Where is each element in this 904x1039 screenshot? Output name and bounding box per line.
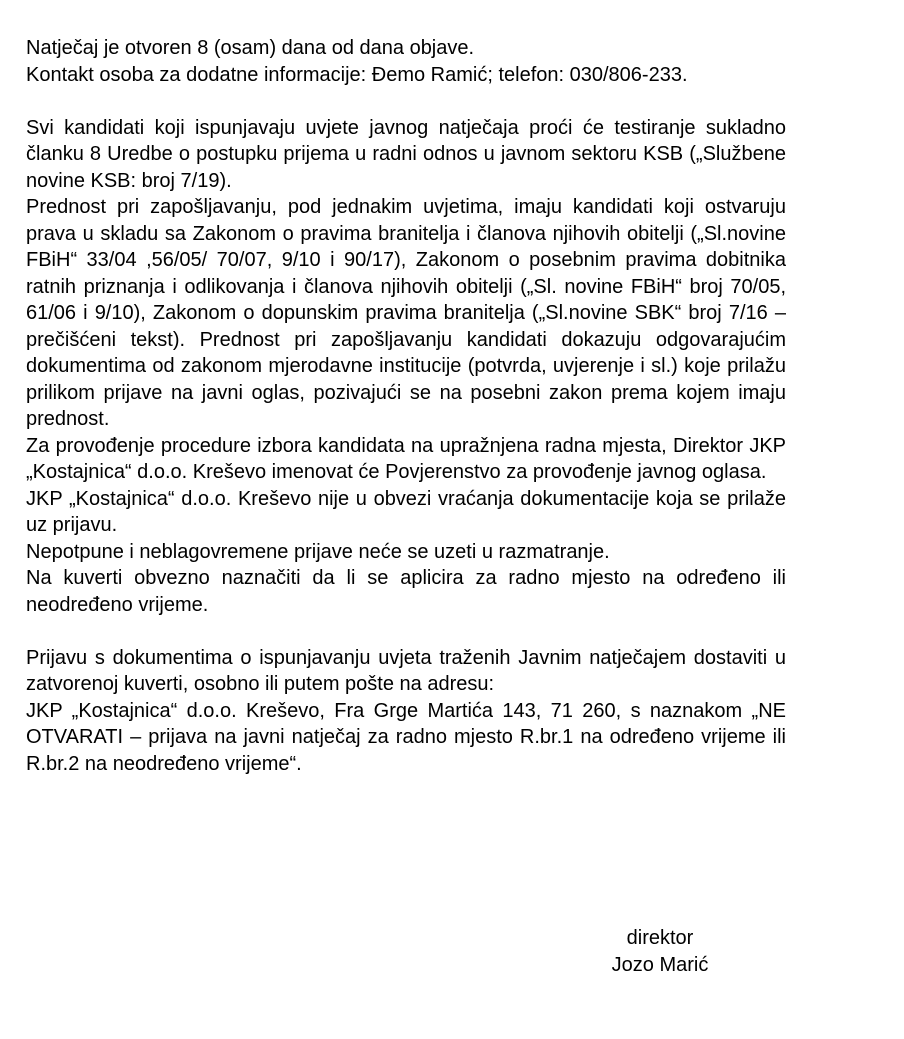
paragraph-commission: Za provođenje procedure izbora kandidata na upražnjena radna mjesta, Direktor JKP „Kostajnica“ d.o.o. Kreševo imenovat će Povjerenstvo za provođenje javnog oglasa. bbox=[26, 434, 786, 483]
paragraph-spacer bbox=[26, 618, 786, 645]
signature-name: Jozo Marić bbox=[611, 953, 709, 976]
document-body bbox=[26, 35, 786, 777]
paragraph-documentation: JKP „Kostajnica“ d.o.o. Kreševo nije u obvezi vraćanja dokumentacije koja se prilaže uz prijavu. bbox=[26, 487, 786, 536]
paragraph-priority: Prednost pri zapošljavanju, pod jednakim uvjetima, imaju kandidati koji ostvaruju prava u skladu sa Zakonom o pravima branitelja i članova njihovih obitelji („Sl.novine FBiH“ 33/04 ,56/05/ 70/07, 9/10 i 90/17), Zakonom o posebnim pravima dobitnika ratnih priznanja i odlikovanja i članova njihovih obitelji („Sl. novine FBiH“ broj 70/05, 61/06 i 9/10), Zakonom o dopunskim pravima branitelja („Sl.novine SBK“ broj 7/16 – prečišćeni tekst). Prednost pri zapošljavanju kandidati dokazuju odgovarajućim dokumentima od zakonom mjerodavne institucije (potvrda, uvjerenje i sl.) koje prilažu prilikom prijave na javni oglas, pozivajući se na posebni zakon prema kojem imaju prednost. bbox=[26, 196, 786, 430]
paragraph-contact: Kontakt osoba za dodatne informacije: Đemo Ramić; telefon: 030/806-233. bbox=[26, 63, 688, 86]
signature-title: direktor bbox=[626, 927, 694, 949]
paragraph-submission: Prijavu s dokumentima o ispunjavanju uvjeta traženih Javnim natječajem dostaviti u zatvorenoj kuverti, osobno ili putem pošte na adresu: bbox=[26, 646, 786, 695]
paragraph-spacer bbox=[26, 88, 786, 115]
signature-block bbox=[560, 925, 760, 978]
paragraph-deadline: Natječaj je otvoren 8 (osam) dana od dana objave. bbox=[26, 37, 475, 59]
paragraph-envelope: Na kuverti obvezno naznačiti da li se aplicira za radno mjesto na određeno ili neodređeno vrijeme. bbox=[26, 567, 786, 616]
paragraph-incomplete: Nepotpune i neblagovremene prijave neće se uzeti u razmatranje. bbox=[26, 540, 610, 563]
paragraph-address: JKP „Kostajnica“ d.o.o. Kreševo, Fra Grge Martića 143, 71 260, s naznakom „NE OTVARATI – prijava na javni natječaj za radno mjesto R.br.1 na određeno vrijeme ili R.br.2 na neodređeno vrijeme“. bbox=[26, 699, 786, 775]
paragraph-testing: Svi kandidati koji ispunjavaju uvjete javnog natječaja proći će testiranje sukladno članku 8 Uredbe o postupku prijema u radni odnos u javnom sektoru KSB („Službene novine KSB: broj 7/19). bbox=[26, 116, 786, 192]
